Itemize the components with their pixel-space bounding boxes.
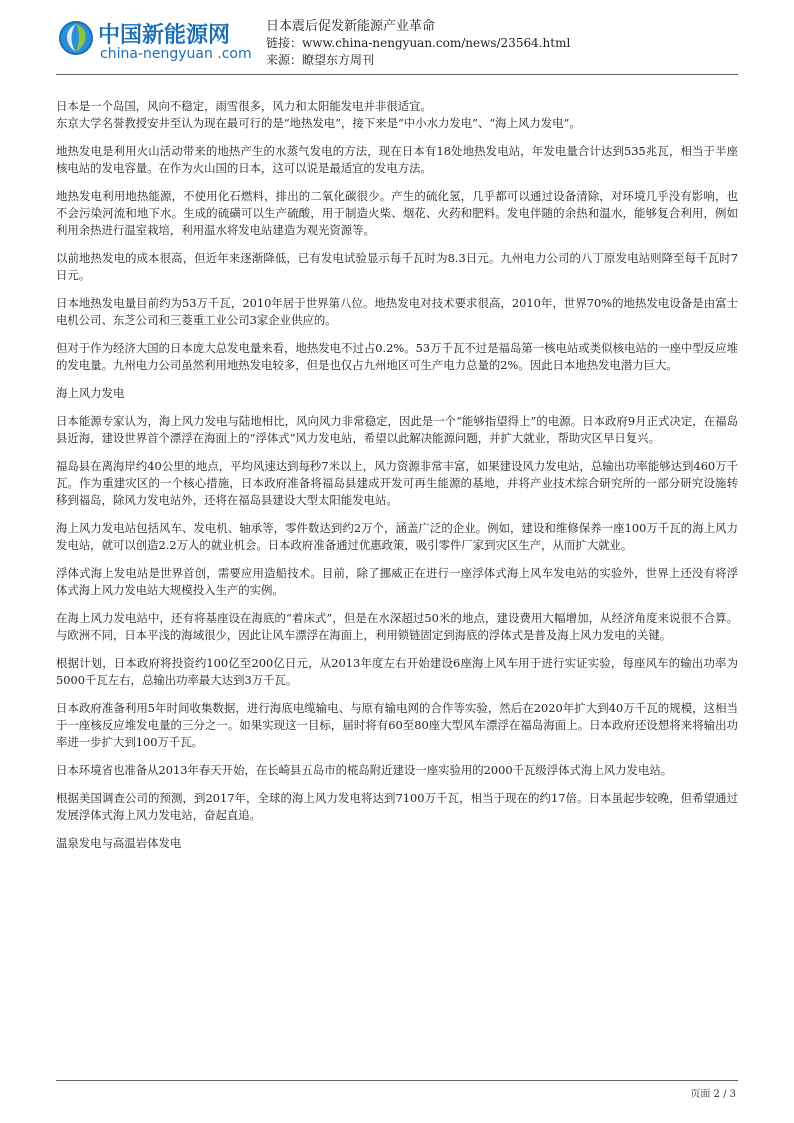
paragraph: 但对于作为经济大国的日本庞大总发电量来看，地热发电不过占0.2%。53万千瓦不过是福岛第一核电站或类似核电站的一座中型反应堆的发电量。九州电力公司虽然利用地热发电较多，但是也仅占九州地区可生产电力总量的2%。因此日本地热发电潜力巨大。 (56, 341, 738, 372)
logo-domain: china-nengyuan .com (100, 46, 252, 62)
paragraph: 根据计划，日本政府将投资约100亿至200亿日元，从2013年度左右开始建设6座海上风车用于进行实证实验，每座风车的输出功率为5000千瓦左右，总输出功率最大达到3万千瓦。 (56, 656, 738, 687)
footer-divider (56, 1080, 738, 1081)
header-divider (56, 74, 738, 75)
leaf-globe-icon (58, 20, 94, 56)
section-heading: 温泉发电与高温岩体发电 (56, 836, 182, 850)
paragraph: 日本环境省也准备从2013年春天开始，在长崎县五岛市的椛岛附近建设一座实验用的2000千瓦级浮体式海上风力发电站。 (56, 763, 673, 777)
paragraph: 浮体式海上发电站是世界首创，需要应用造船技术。目前，除了挪威正在进行一座浮体式海上风车发电站的实验外，世界上还没有将浮体式海上风力发电站大规模投入生产的实例。 (56, 566, 738, 597)
page-header (56, 16, 738, 72)
paragraph: 地热发电利用地热能源，不使用化石燃料，排出的二氧化碳很少。产生的硫化氢，几乎都可以通过设备清除，对环境几乎没有影响，也不会污染河流和地下水。生成的硫磺可以生产硫酸，用于制造火柴、烟花、火药和肥料。发电伴随的余热和温水，能够复合利用，例如利用余热进行温室栽培，利用温水将发电站建造为观光资源等。 (56, 189, 738, 237)
paragraph: 日本是一个岛国，风向不稳定，雨雪很多，风力和太阳能发电并非很适宜。 (56, 99, 432, 113)
paragraph: 福岛县在离海岸约40公里的地点，平均风速达到每秒7米以上，风力资源非常丰富，如果建设风力发电站，总输出功率能够达到460万千瓦。作为重建灾区的一个核心措施，日本政府准备将福岛县建成开发可再生能源的基地，并将产业技术综合研究所的一部分研究设施转移到福岛，除风力发电站外，还将在福岛县建设大型太阳能发电站。 (56, 459, 738, 507)
article-link[interactable]: 链接：www.china-nengyuan.com/news/23564.html (266, 36, 571, 50)
paragraph: 根据美国调查公司的预测，到2017年，全球的海上风力发电将达到7100万千瓦，相当于现在的约17倍。日本虽起步较晚，但希望通过发展浮体式海上风力发电站，奋起直追。 (56, 791, 738, 822)
paragraph: 地热发电是利用火山活动带来的地热产生的水蒸气发电的方法，现在日本有18处地热发电站，年发电量合计达到535兆瓦，相当于半座核电站的发电容量。在作为火山国的日本，这可以说是最适宜的发电方法。 (56, 144, 738, 175)
article-title: 日本震后促发新能源产业革命 (266, 19, 436, 34)
paragraph: 日本政府准备利用5年时间收集数据，进行海底电缆输电、与原有输电网的合作等实验，然后在2020年扩大到40万千瓦的规模，这相当于一座核反应堆发电量的三分之一。如果实现这一目标，届时将有60至80座大型风车漂浮在福岛海面上。日本政府还设想将来将输出功率进一步扩大到100万千瓦。 (56, 701, 738, 749)
paragraph: 海上风力发电站包括风车、发电机、轴承等，零件数达到约2万个，涵盖广泛的企业。例如，建设和维修保养一座100万千瓦的海上风力发电站，就可以创造2.2万人的就业机会。日本政府准备通过优惠政策，吸引零件厂家到灾区生产，从而扩大就业。 (56, 521, 738, 552)
paragraph: 东京大学名誉教授安井至认为现在最可行的是“地热发电”，接下来是“中小水力发电”、“海上风力发电”。 (56, 116, 581, 130)
paragraph: 日本能源专家认为，海上风力发电与陆地相比，风向风力非常稳定，因此是一个“能够指望得上”的电源。日本政府9月正式决定，在福岛县近海，建设世界首个漂浮在海面上的“浮体式”风力发电站，希望以此解决能源问题，并扩大就业，帮助灾区早日复兴。 (56, 414, 738, 445)
page-number: 页面 2 / 3 (690, 1089, 736, 1100)
article-body (56, 98, 738, 863)
section-heading: 海上风力发电 (56, 386, 125, 400)
site-logo[interactable] (56, 16, 256, 68)
paragraph: 日本地热发电量目前约为53万千瓦，2010年居于世界第八位。地热发电对技术要求很高，2010年，世界70%的地热发电设备是由富士电机公司、东芝公司和三菱重工业公司3家企业供应的。 (56, 296, 738, 327)
article-meta (266, 18, 570, 69)
article-source: 来源：瞭望东方周刊 (266, 53, 375, 67)
paragraph: 以前地热发电的成本很高，但近年来逐渐降低，已有发电试验显示每千瓦时为8.3日元。九州电力公司的八丁原发电站则降至每千瓦时7日元。 (56, 251, 738, 282)
paragraph: 在海上风力发电站中，还有将基座设在海底的“着床式”，但是在水深超过50米的地点，建设费用大幅增加，从经济角度来说很不合算。与欧洲不同，日本平浅的海域很少，因此让风车漂浮在海面上，利用锁链固定到海底的浮体式是普及海上风力发电的关键。 (56, 611, 738, 642)
logo-text: 中国新能源网 (98, 23, 231, 48)
